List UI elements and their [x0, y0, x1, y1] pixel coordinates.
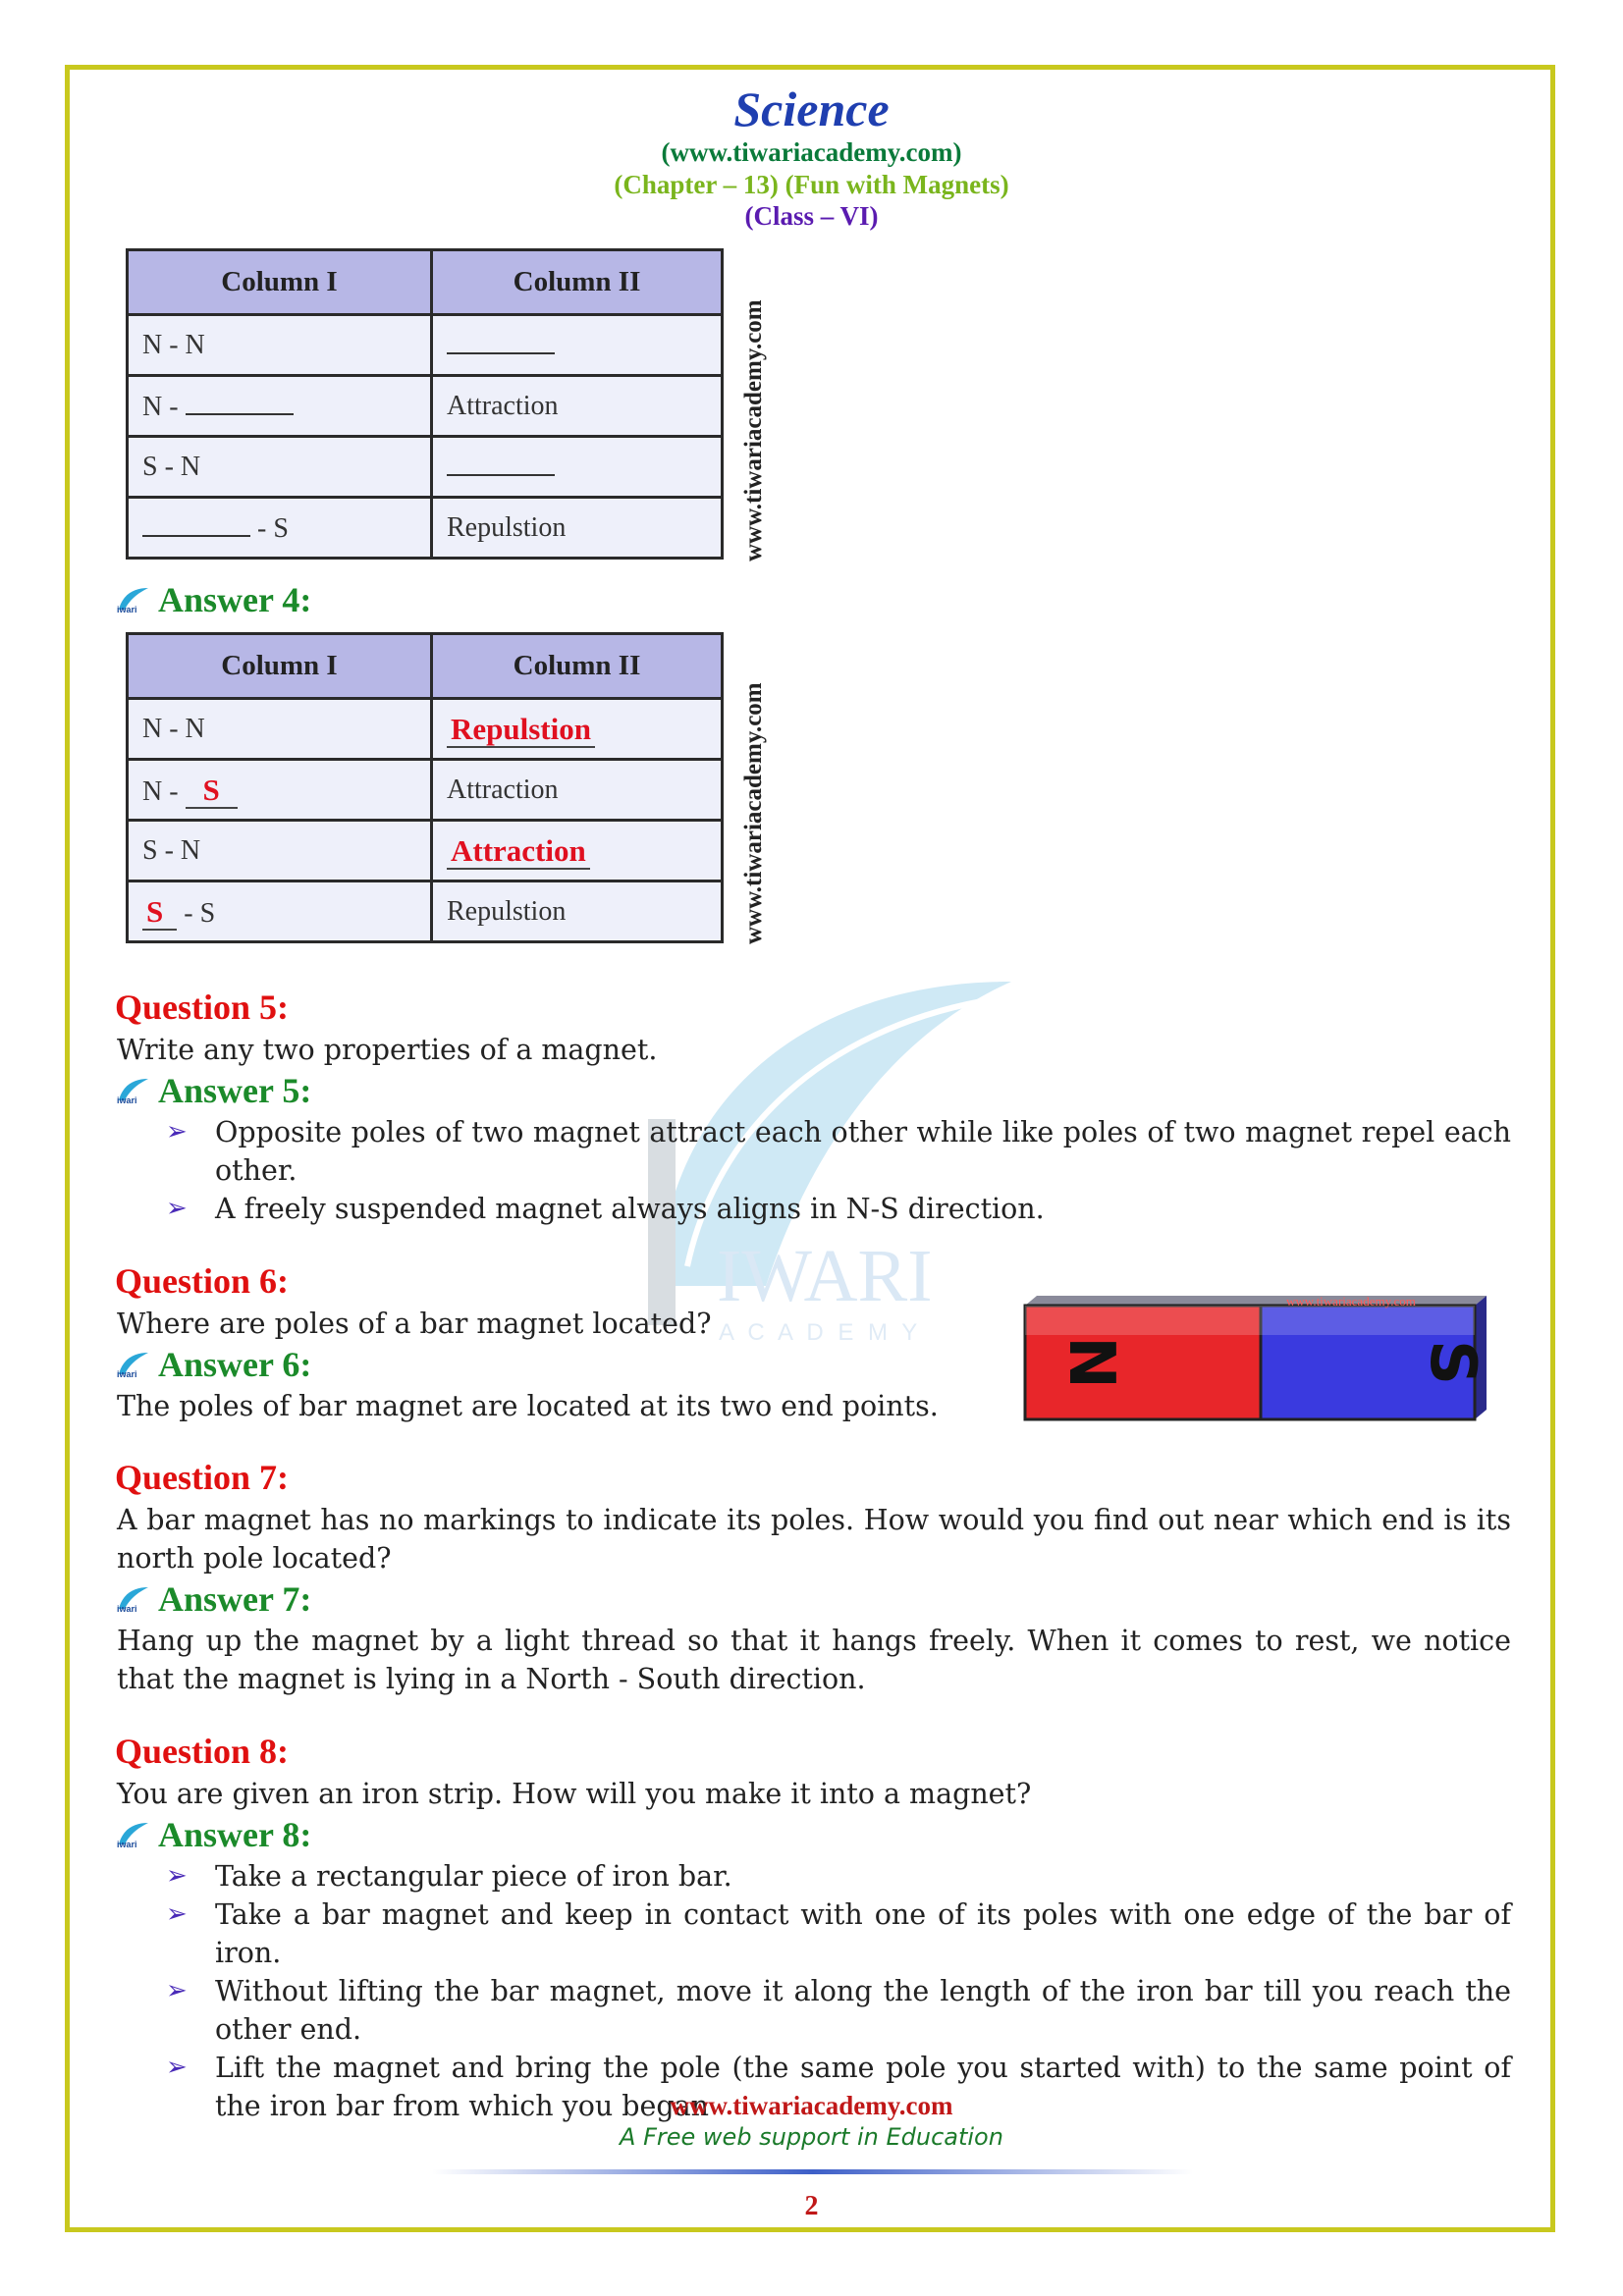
- header-class: (Class – VI): [744, 201, 879, 231]
- table-cell: [128, 376, 432, 437]
- table-cell: Repulstion: [432, 498, 723, 559]
- svg-text:iwari: iwari: [117, 1604, 137, 1613]
- bar-magnet-illustration: [1021, 1294, 1490, 1423]
- filled-answer: S: [186, 773, 238, 809]
- table-cell: S - N: [128, 821, 432, 881]
- table-cell: Repulstion: [432, 881, 723, 942]
- table-header: Column I: [128, 250, 432, 315]
- answer-8-list: [117, 1857, 1511, 2125]
- footer-divider: [432, 2169, 1193, 2174]
- answer-6-text: The poles of bar magnet are located at its two end points.: [117, 1390, 939, 1422]
- page-title: Science: [733, 81, 890, 136]
- footer-site-link[interactable]: www.tiwariacademy.com: [670, 2091, 953, 2120]
- tiwari-logo-icon: [115, 1819, 152, 1848]
- table-row: [128, 699, 723, 760]
- table-row: [128, 376, 723, 437]
- magnet-watermark: www.tiwariacademy.com: [1286, 1294, 1416, 1308]
- answer-7-heading: iwari Answer 7:: [117, 1579, 312, 1619]
- table-cell: [128, 760, 432, 821]
- filled-answer: S: [142, 894, 177, 931]
- question-8-text: You are given an iron strip. How will you make it into a magnet?: [117, 1778, 1032, 1810]
- question-5-text: Write any two properties of a magnet.: [117, 1034, 658, 1066]
- north-pole-label: N: [1055, 1336, 1127, 1389]
- watermark-subword: A C A D E M Y: [719, 1319, 922, 1346]
- table-header: Column II: [432, 634, 723, 699]
- table-cell: S - N: [128, 437, 432, 498]
- cell-text: N -: [142, 775, 179, 807]
- answer-4-table: [126, 632, 724, 943]
- table-row: [128, 760, 723, 821]
- list-item: ➢ Take a rectangular piece of iron bar.: [117, 1857, 1511, 1896]
- table-cell: [432, 821, 723, 881]
- answer-5-list: [117, 1113, 1511, 1228]
- table-row: [128, 821, 723, 881]
- tiwari-logo-icon: [115, 1349, 152, 1378]
- tiwari-logo-icon: [115, 1075, 152, 1104]
- arrow-bullet-icon: ➢: [166, 1899, 188, 1929]
- question-6-text: Where are poles of a bar magnet located?: [117, 1308, 712, 1340]
- table-row: [128, 315, 723, 376]
- table-cell: N - N: [128, 315, 432, 376]
- blank-line: [447, 329, 555, 354]
- question-8-heading: Question 8:: [115, 1732, 290, 1771]
- table-cell: [432, 315, 723, 376]
- table-side-watermark: www.tiwariacademy.com: [740, 299, 767, 561]
- table-cell: [432, 699, 723, 760]
- list-item: ➢ Lift the magnet and bring the pole (the same pole you started with) to the same point of the iron bar from which you began: [117, 2049, 1511, 2125]
- arrow-bullet-icon: ➢: [166, 1117, 188, 1147]
- watermark-word: IWARI: [717, 1235, 933, 1317]
- filled-answer: Attraction: [447, 833, 590, 870]
- list-item: ➢ Opposite poles of two magnet attract each other while like poles of two magnet repel each other.: [117, 1113, 1511, 1190]
- south-pole-label: S: [1416, 1339, 1488, 1386]
- cell-text: - S: [257, 512, 289, 544]
- blank-line: [186, 390, 294, 415]
- table-cell: [128, 498, 432, 559]
- tiwari-logo-icon: [115, 1583, 152, 1613]
- table-cell: Attraction: [432, 376, 723, 437]
- header-site: (www.tiwariacademy.com): [661, 137, 962, 167]
- arrow-bullet-icon: ➢: [166, 2053, 188, 2082]
- list-item: ➢ A freely suspended magnet always aligns in N-S direction.: [117, 1190, 1511, 1228]
- question-7-text: A bar magnet has no markings to indicate its poles. How would you find out near which end is its north pole located?: [117, 1504, 1511, 1575]
- question-6-heading: Question 6:: [115, 1261, 290, 1301]
- question-7-heading: Question 7:: [115, 1458, 290, 1497]
- answer-8-heading: iwari Answer 8:: [117, 1815, 312, 1854]
- filled-answer: Repulstion: [447, 712, 595, 748]
- table-header: Column I: [128, 634, 432, 699]
- footer-tagline: A Free web support in Education: [620, 2123, 1003, 2151]
- tiwari-logo-icon: [115, 584, 152, 614]
- blank-line: [142, 511, 250, 537]
- table-header: Column II: [432, 250, 723, 315]
- table-cell: Attraction: [432, 760, 723, 821]
- page-number: 2: [804, 2191, 819, 2221]
- cell-text: - S: [184, 897, 216, 929]
- answer-4-heading: iwari Answer 4:: [117, 580, 312, 619]
- table-cell: [432, 437, 723, 498]
- svg-text:iwari: iwari: [117, 1095, 137, 1104]
- blank-line: [447, 451, 555, 476]
- answer-5-heading: iwari Answer 5:: [117, 1071, 312, 1110]
- table-row: [128, 498, 723, 559]
- table-row: [128, 437, 723, 498]
- svg-text:iwari: iwari: [117, 605, 137, 614]
- list-item: ➢ Without lifting the bar magnet, move it along the length of the iron bar till you reach the other end.: [117, 1972, 1511, 2049]
- header-chapter: (Chapter – 13) (Fun with Magnets): [614, 170, 1009, 199]
- svg-text:iwari: iwari: [117, 1840, 137, 1848]
- arrow-bullet-icon: ➢: [166, 1976, 188, 2005]
- question-table: [126, 248, 724, 560]
- table-cell: [128, 881, 432, 942]
- svg-text:iwari: iwari: [117, 1369, 137, 1378]
- arrow-bullet-icon: ➢: [166, 1861, 188, 1891]
- answer-7-text: Hang up the magnet by a light thread so that it hangs freely. When it comes to rest, we notice that the magnet is lying in a North - South direction.: [117, 1625, 1511, 1695]
- table-row: [128, 881, 723, 942]
- table-side-watermark: www.tiwariacademy.com: [740, 682, 767, 944]
- cell-text: N -: [142, 391, 179, 422]
- arrow-bullet-icon: ➢: [166, 1194, 188, 1223]
- table-cell: N - N: [128, 699, 432, 760]
- answer-6-heading: iwari Answer 6:: [117, 1345, 312, 1384]
- question-5-heading: Question 5:: [115, 988, 290, 1027]
- list-item: ➢ Take a bar magnet and keep in contact with one of its poles with one edge of the bar of iron.: [117, 1896, 1511, 1972]
